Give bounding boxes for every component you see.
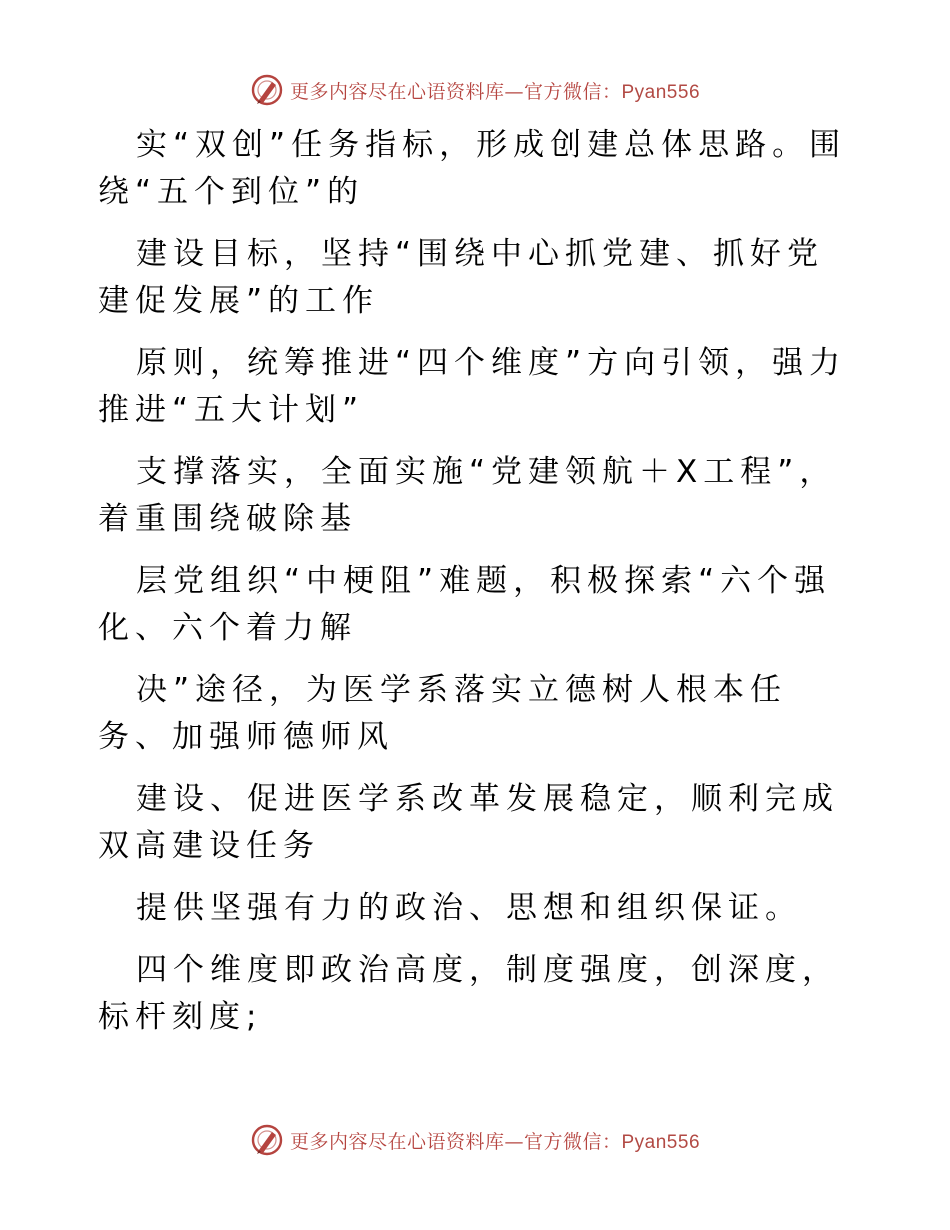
watermark-text xyxy=(290,77,700,104)
header-watermark xyxy=(0,72,950,108)
paragraph: 层党组织“中梗阻”难题，积极探索“六个强化、六个着力解 xyxy=(98,563,832,646)
document-body xyxy=(98,122,858,1056)
paragraph: 提供坚强有力的政治、思想和组织保证。 xyxy=(136,890,802,926)
watermark-group xyxy=(250,73,700,107)
paragraph: 建设、促进医学系改革发展稳定，顺利完成双高建设任务 xyxy=(98,781,839,864)
paragraph: 原则，统筹推进“四个维度”方向引领，强力推进“五大计划” xyxy=(98,345,847,428)
watermark-label: 官方微信： xyxy=(523,80,622,103)
paragraph: 四个维度即政治高度，制度强度，创深度，标杆刻度; xyxy=(98,952,839,1035)
paragraph: 决”途径，为医学系落实立德树人根本任务、加强师德师风 xyxy=(98,672,788,755)
watermark-main: 更多内容尽在心语资料库 xyxy=(289,1130,505,1153)
watermark-dash: — xyxy=(504,1130,524,1153)
watermark-id: Pyan556 xyxy=(621,1131,701,1153)
paragraph: 建设目标，坚持“围绕中心抓党建、抓好党建促发展”的工作 xyxy=(98,236,825,319)
watermark-text xyxy=(290,1127,700,1154)
footer-watermark xyxy=(0,1122,950,1158)
pen-logo-icon xyxy=(250,73,284,107)
watermark-label: 官方微信： xyxy=(523,1130,622,1153)
watermark-group xyxy=(250,1123,700,1157)
watermark-dash: — xyxy=(504,80,524,103)
paragraph: 实“双创”任务指标，形成创建总体思路。围绕“五个到位”的 xyxy=(98,127,847,210)
paragraph: 支撑落实，全面实施“党建领航＋X工程”，着重围绕破除基 xyxy=(98,454,837,537)
watermark-main: 更多内容尽在心语资料库 xyxy=(289,80,505,103)
watermark-id: Pyan556 xyxy=(621,81,701,103)
pen-logo-icon xyxy=(250,1123,284,1157)
